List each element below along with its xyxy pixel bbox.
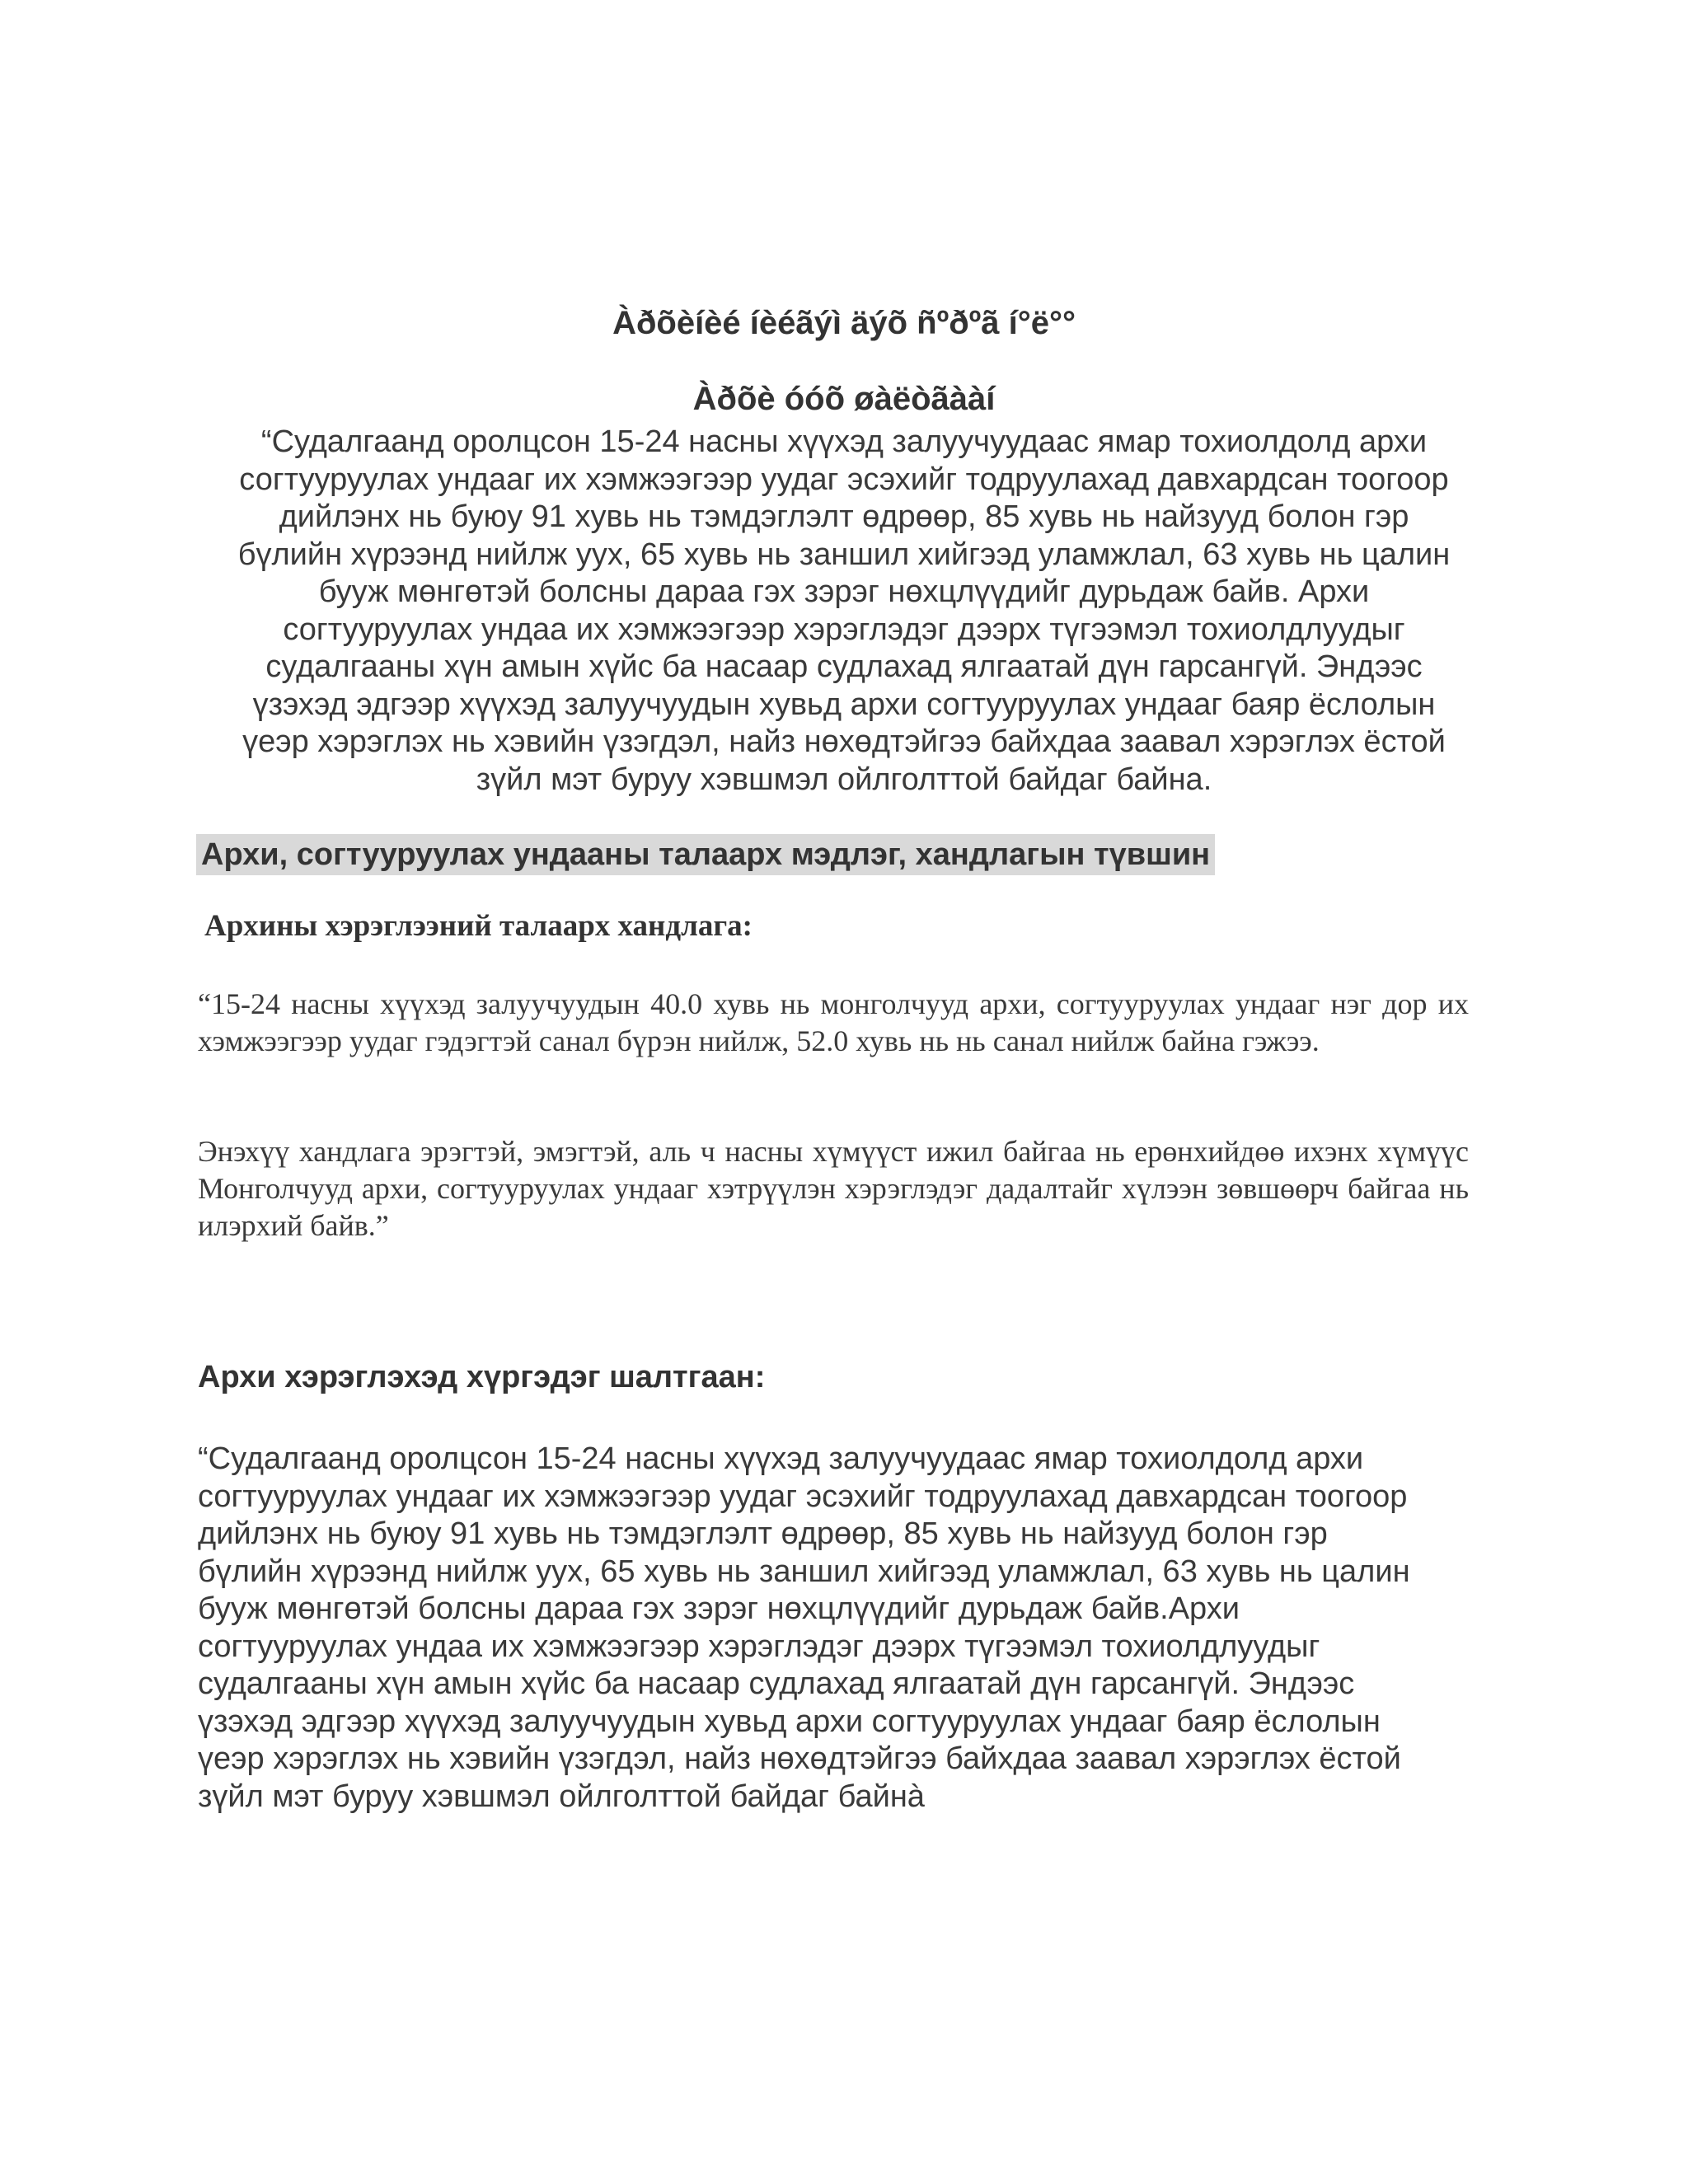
paragraph-line: согтууруулах ундаа их хэмжээгээр хэрэглэдэг дээрх түгээмэл тохиолдлуудыг [198,1629,1320,1664]
paragraph-line: бүлийн хүрээнд нийлж уух, 65 хувь нь заншил хийгээд уламжлал, 63 хувь нь цалин [237,537,1451,572]
paragraph-line: үеэр хэрэглэх нь хэвийн үзэгдэл, найз нөхөдтэйгээ байхдаа заавал хэрэглэх ёстой [198,1741,1401,1776]
paragraph-line: үзэхэд эдгээр хүүхэд залуучуудын хувьд архи согтууруулах ундааг баяр ёслолын [198,1704,1381,1739]
section-heading: Архи, согтууруулах ундааны талаарх мэдлэг, хандлагын түвшин [196,834,1215,875]
paragraph-line: судалгааны хүн амын хүйс ба насаар судлахад ялгаатай дүн гарсангүй. Эндээс [265,649,1423,684]
intro-paragraph [198,424,1490,799]
paragraph-line: дийлэнх нь буюу 91 хувь нь тэмдэглэлт өдрөөр, 85 хувь нь найзууд болон гэр [279,499,1409,534]
paragraph-line: үзэхэд эдгээр хүүхэд залуучуудын хувьд архи согтууруулах ундааг баяр ёслолын [252,687,1436,722]
attitude-paragraph-2: Энэхүү хандлага эрэгтэй, эмэгтэй, аль ч насны хүмүүст ижил байгаа нь ерөнхийдөө ихэнх хүмүүс Монголчууд архи, согтууруулах ундааг хэтрүүлэн хэрэглэдэг дадалтайг хүлээн зөвшөөрч байгаа нь илэрхий байв.” [198,1135,1469,1242]
subheading: Архины хэрэглээний талаарх хандлага: [204,909,753,943]
paragraph-line: үеэр хэрэглэх нь хэвийн үзэгдэл, найз нөхөдтэйгээ байхдаа заавал хэрэглэх ёстой [242,724,1446,759]
paragraph-line: бүлийн хүрээнд нийлж уух, 65 хувь нь заншил хийгээд уламжлал, 63 хувь нь цалин [198,1554,1410,1589]
paragraph-line: согтууруулах ундааг их хэмжээгээр уудаг эсэхийг тодруулахад давхардсан тоогоор [198,1479,1408,1514]
reasons-heading: Архи хэрэглэхэд хүргэдэг шалтгаан: [198,1360,766,1394]
paragraph-line: судалгааны хүн амын хүйс ба насаар судлахад ялгаатай дүн гарсангүй. Эндээс [198,1666,1355,1701]
paragraph-line: согтууруулах ундааг их хэмжээгээр уудаг эсэхийг тодруулахад давхардсан тоогоор [239,462,1449,497]
paragraph-line: зүйл мэт буруу хэвшмэл ойлголттой байдаг байна. [476,762,1212,797]
paragraph-line: дийлэнх нь буюу 91 хувь нь тэмдэглэлт өдрөөр, 85 хувь нь найзууд болон гэр [198,1516,1328,1551]
paragraph-line: бууж мөнгөтэй болсны дараа гэх зэрэг нөхцлүүдийг дурьдаж байв. Архи [318,574,1370,609]
paragraph-line: бууж мөнгөтэй болсны дараа гэх зэрэг нөхцлүүдийг дурьдаж байв.Архи [198,1591,1240,1626]
document-title: Àðõèíèé íèéãýì äýõ ñºðºã í°ë°° [612,305,1076,341]
paragraph-line: “Судалгаанд оролцсон 15-24 насны хүүхэд залуучуудаас ямар тохиолдолд архи [260,424,1428,459]
closing-paragraph [198,1441,1492,1816]
document-subtitle: Àðõè óóõ øàëòãààí [692,381,996,417]
paragraph-line: зүйл мэт буруу хэвшмэл ойлголттой байдаг байнà [198,1779,925,1814]
attitude-paragraph-1: “15-24 насны хүүхэд залуучуудын 40.0 хувь нь монголчууд архи, согтууруулах ундааг нэг дор их хэмжээгээр уудаг гэдэгтэй санал бүрэн нийлж, 52.0 хувь нь нь санал нийлж байна гэжээ. [198,987,1469,1057]
paragraph-line: согтууруулах ундаа их хэмжээгээр хэрэглэдэг дээрх түгээмэл тохиолдлуудыг [283,612,1405,647]
paragraph-line: “Судалгаанд оролцсон 15-24 насны хүүхэд залуучуудаас ямар тохиолдолд архи [198,1441,1364,1476]
